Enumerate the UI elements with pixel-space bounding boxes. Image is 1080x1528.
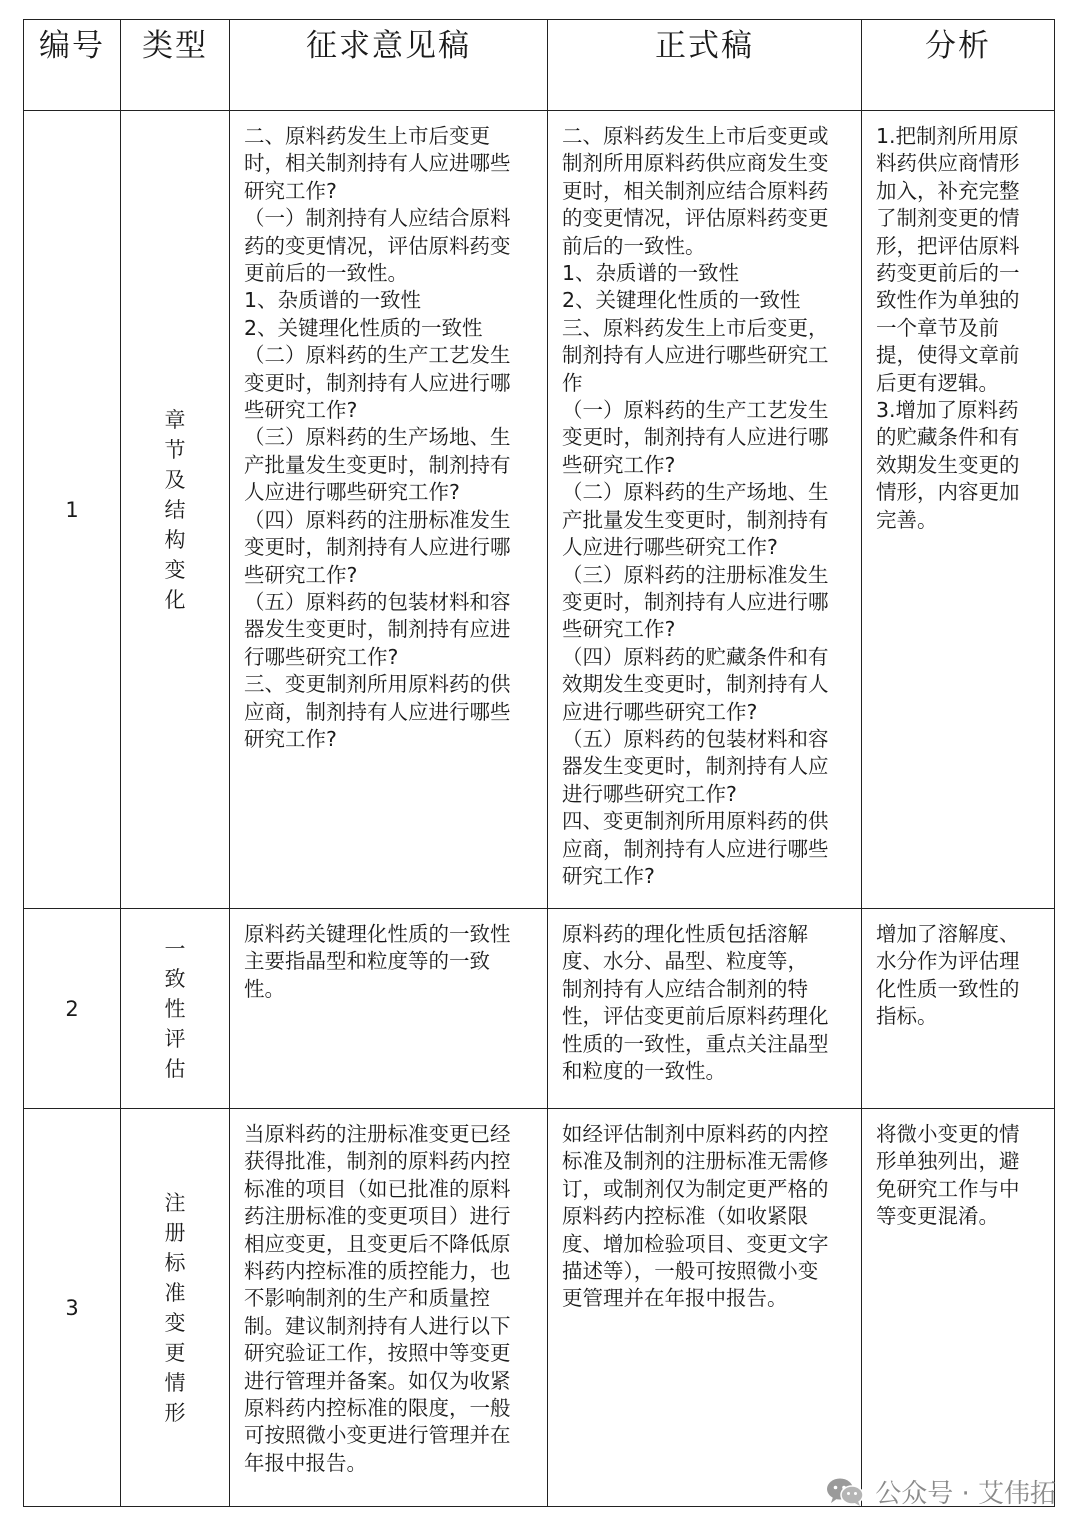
text-line: 1、杂质谱的一致性 — [562, 261, 740, 286]
text-line: 制。建议制剂持有人进行以下 — [244, 1313, 511, 1338]
text-line: 致性作为单独的 — [876, 288, 1020, 313]
text-line: 等变更混淆。 — [876, 1204, 999, 1229]
text-line: 应商，制剂持有人应进行哪些 — [244, 699, 511, 724]
text-line: 三、原料药发生上市后变更， — [562, 315, 829, 340]
text-line: （五）原料药的包装材料和容 — [562, 726, 829, 751]
text-line: 增加了溶解度、 — [876, 922, 1020, 946]
text-line: 原料药内控标准（如收紧限 — [562, 1204, 808, 1229]
text-line: 四、变更制剂所用原料药的供 — [562, 809, 829, 834]
text-line: 二、原料药发生上市后变更或 — [562, 124, 829, 148]
text-line: 的变更情况，评估原料药变更 — [562, 206, 829, 231]
text-line: 描述等），一般可按照微小变 — [562, 1259, 819, 1284]
text-line: 2、关键理化性质的一致性 — [244, 315, 483, 340]
text-line: 指标。 — [876, 1004, 938, 1029]
text-line: 人应进行哪些研究工作? — [562, 535, 778, 560]
text-line: 制剂所用原料药供应商发生变 — [562, 151, 829, 176]
table-header-row — [24, 20, 1055, 111]
text-line: 1.把制剂所用原 — [876, 124, 1019, 148]
text-line: 完善。 — [876, 507, 938, 532]
text-line: 原料药关键理化性质的一致性 — [244, 922, 511, 946]
text-line: 主要指晶型和粒度等的一致 — [244, 949, 490, 974]
row-type: 一致性评估 — [164, 936, 186, 1081]
row-type: 注册标准变更情形 — [164, 1190, 186, 1425]
text-line: （四）原料药的贮藏条件和有 — [562, 644, 829, 669]
text-line: 些研究工作? — [562, 617, 676, 642]
header-num: 编号 — [24, 20, 121, 111]
draft-text — [230, 1109, 547, 1487]
text-line: 些研究工作? — [562, 452, 676, 477]
text-line: （一）制剂持有人应结合原料 — [244, 206, 511, 231]
text-line: 提，使得文章前 — [876, 343, 1020, 368]
text-line: 器发生变更时，制剂持有人应 — [562, 754, 829, 779]
text-line: （三）原料药的生产场地、生 — [244, 425, 511, 450]
text-line: 制剂持有人应结合制剂的特 — [562, 976, 808, 1001]
final-text — [548, 1109, 861, 1323]
text-line: 药注册标准的变更项目）进行 — [244, 1204, 511, 1229]
table-row — [24, 909, 1055, 1109]
text-line: （二）原料药的生产场地、生 — [562, 480, 829, 505]
text-line: 变更时，制剂持有人应进行哪 — [244, 370, 511, 395]
text-line: 原料药内控标准的限度，一般 — [244, 1396, 511, 1421]
analysis-text — [862, 1109, 1054, 1241]
text-line: 进行哪些研究工作? — [562, 781, 737, 806]
header-final: 正式稿 — [548, 20, 862, 111]
text-line: 作 — [562, 370, 583, 395]
text-line: 性，评估变更前后原料药理化 — [562, 1004, 829, 1029]
text-line: （四）原料药的注册标准发生 — [244, 507, 511, 532]
text-line: 更前后的一致性。 — [244, 261, 408, 286]
text-line: 产批量发生变更时，制剂持有 — [562, 507, 829, 532]
text-line: 应商，制剂持有人应进行哪些 — [562, 836, 829, 861]
text-line: 化性质一致性的 — [876, 976, 1020, 1001]
text-line: 更管理并在年报中报告。 — [562, 1286, 788, 1311]
text-line: 获得批准，制剂的原料药内控 — [244, 1149, 511, 1174]
text-line: 3.增加了原料药 — [876, 398, 1019, 423]
comparison-table — [23, 19, 1055, 1507]
text-line: 效期发生变更时，制剂持有人 — [562, 672, 829, 697]
text-line: 形单独列出，避 — [876, 1149, 1020, 1174]
text-line: 研究工作? — [244, 726, 337, 751]
text-line: 更时，相关制剂应结合原料药 — [562, 178, 829, 203]
row-number: 1 — [24, 111, 121, 909]
draft-text — [230, 909, 547, 1013]
text-line: 变更时，制剂持有人应进行哪 — [244, 535, 511, 560]
header-analysis: 分析 — [862, 20, 1055, 111]
text-line: 当原料药的注册标准变更已经 — [244, 1122, 511, 1146]
row-number: 2 — [24, 909, 121, 1109]
text-line: 年报中报告。 — [244, 1450, 367, 1475]
text-line: 性。 — [244, 976, 285, 1001]
text-line: 行哪些研究工作? — [244, 644, 399, 669]
text-line: 时，相关制剂持有人应进哪些 — [244, 151, 511, 176]
text-line: 变更时，制剂持有人应进行哪 — [562, 589, 829, 614]
text-line: 订，或制剂仅为制定更严格的 — [562, 1176, 829, 1201]
text-line: 应进行哪些研究工作? — [562, 699, 758, 724]
text-line: 情形，内容更加 — [876, 480, 1020, 505]
text-line: 度、增加检验项目、变更文字 — [562, 1231, 829, 1256]
text-line: 三、变更制剂所用原料药的供 — [244, 672, 511, 697]
text-line: 前后的一致性。 — [562, 233, 706, 258]
text-line: 些研究工作? — [244, 562, 358, 587]
text-line: 性质的一致性，重点关注晶型 — [562, 1031, 829, 1056]
final-text — [548, 909, 861, 1095]
text-line: （五）原料药的包装材料和容 — [244, 589, 511, 614]
text-line: 二、原料药发生上市后变更 — [244, 124, 490, 148]
final-text — [548, 111, 861, 900]
text-line: 度、水分、晶型、粒度等， — [562, 949, 808, 974]
text-line: 料药内控标准的质控能力，也 — [244, 1259, 511, 1284]
text-line: 相应变更，且变更后不降低原 — [244, 1231, 511, 1256]
text-line: 制剂持有人应进行哪些研究工 — [562, 343, 829, 368]
text-line: 产批量发生变更时，制剂持有 — [244, 452, 511, 477]
text-line: 料药供应商情形 — [876, 151, 1020, 176]
text-line: 进行管理并备案。如仅为收紧 — [244, 1368, 511, 1393]
watermark-text: 公众号 · 艾伟拓 — [875, 1479, 1056, 1509]
text-line: 的贮藏条件和有 — [876, 425, 1020, 450]
table-row — [24, 111, 1055, 909]
row-type: 章节及结构变化 — [164, 407, 186, 612]
text-line: 效期发生变更的 — [876, 452, 1020, 477]
text-line: 标准的项目（如已批准的原料 — [244, 1176, 511, 1201]
analysis-text — [862, 111, 1054, 544]
text-line: 形，把评估原料 — [876, 233, 1020, 258]
row-number: 3 — [24, 1109, 121, 1507]
text-line: 如经评估制剂中原料药的内控 — [562, 1122, 829, 1146]
header-draft: 征求意见稿 — [230, 20, 548, 111]
text-line: （三）原料药的注册标准发生 — [562, 562, 829, 587]
text-line: 了制剂变更的情 — [876, 206, 1020, 231]
text-line: 后更有逻辑。 — [876, 370, 999, 395]
header-type: 类型 — [121, 20, 230, 111]
text-line: 标准及制剂的注册标准无需修 — [562, 1149, 829, 1174]
text-line: 变更时，制剂持有人应进行哪 — [562, 425, 829, 450]
text-line: 加入，补充完整 — [876, 178, 1020, 203]
text-line: 水分作为评估理 — [876, 949, 1020, 974]
table-row — [24, 1109, 1055, 1507]
text-line: 些研究工作? — [244, 398, 358, 423]
text-line: 可按照微小变更进行管理并在 — [244, 1423, 511, 1448]
analysis-text — [862, 909, 1054, 1041]
text-line: 人应进行哪些研究工作? — [244, 480, 460, 505]
text-line: 一个章节及前 — [876, 315, 999, 340]
watermark — [825, 1473, 1056, 1510]
text-line: 和粒度的一致性。 — [562, 1059, 726, 1084]
text-line: 研究验证工作，按照中等变更 — [244, 1341, 511, 1366]
text-line: 研究工作? — [562, 863, 655, 888]
text-line: 器发生变更时，制剂持有应进 — [244, 617, 511, 642]
text-line: 不影响制剂的生产和质量控 — [244, 1286, 490, 1311]
wechat-icon — [825, 1477, 865, 1507]
draft-text — [230, 111, 547, 763]
text-line: 1、杂质谱的一致性 — [244, 288, 422, 313]
text-line: 药的变更情况，评估原料药变 — [244, 233, 511, 258]
text-line: 原料药的理化性质包括溶解 — [562, 922, 808, 946]
text-line: （一）原料药的生产工艺发生 — [562, 398, 829, 423]
text-line: 2、关键理化性质的一致性 — [562, 288, 801, 313]
text-line: 免研究工作与中 — [876, 1176, 1020, 1201]
text-line: （二）原料药的生产工艺发生 — [244, 343, 511, 368]
text-line: 将微小变更的情 — [876, 1122, 1020, 1146]
text-line: 药变更前后的一 — [876, 261, 1020, 286]
text-line: 研究工作? — [244, 178, 337, 203]
